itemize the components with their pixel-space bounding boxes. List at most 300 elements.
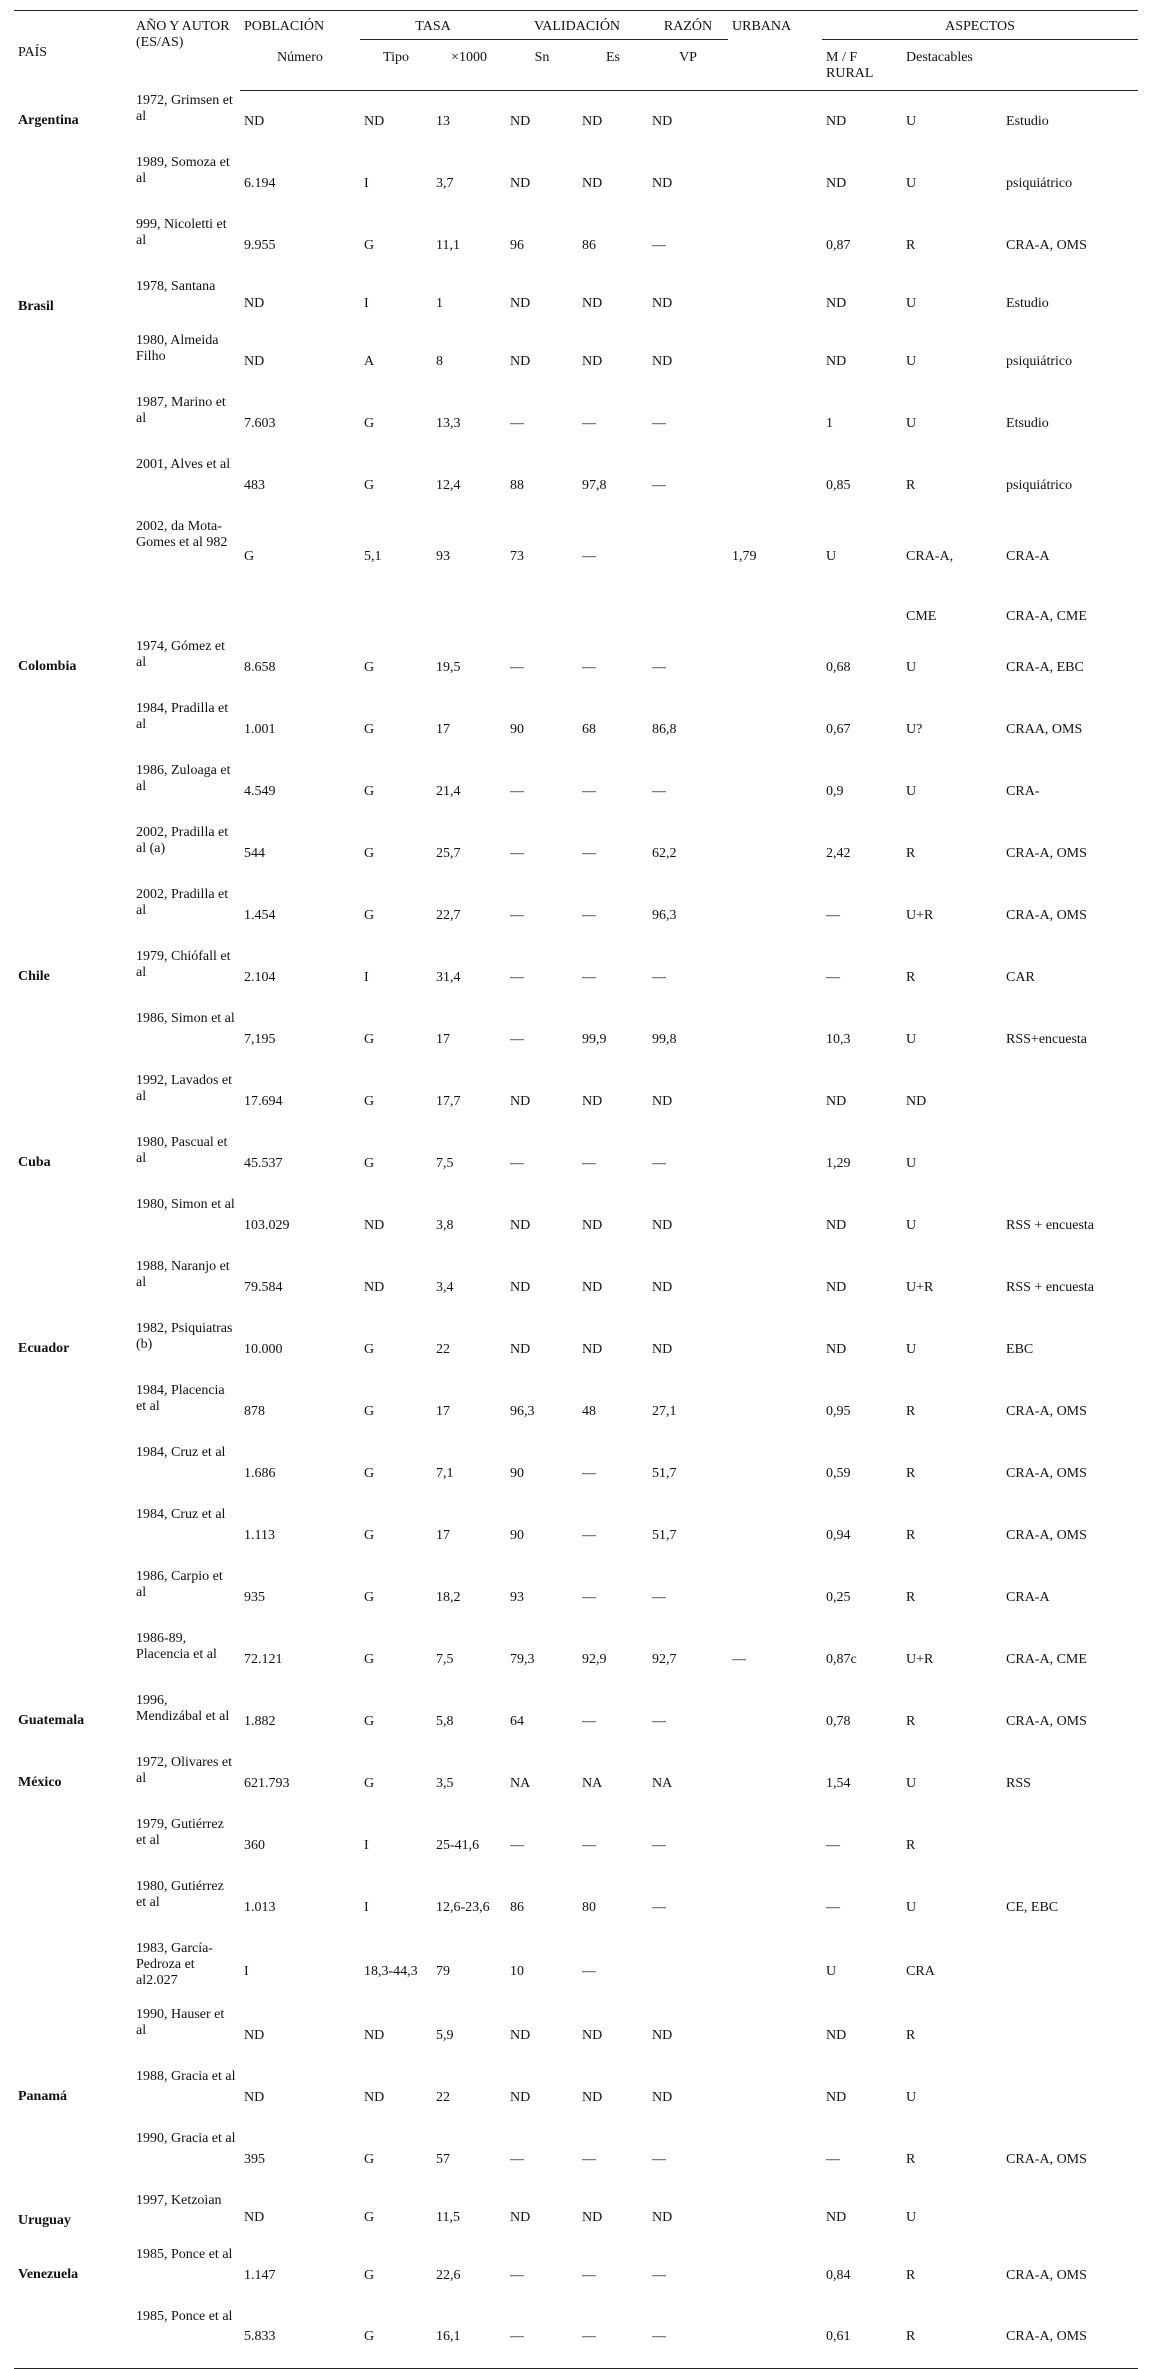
cell-tasa: 17 (436, 1031, 450, 1047)
cell-urbana (728, 1815, 822, 1877)
cell-aspectos: CRA-A, CME (1006, 608, 1087, 624)
table-row (14, 91, 1138, 153)
cell-aspectos: RSS + encuesta (1006, 1279, 1095, 1295)
table-row (14, 597, 1138, 637)
table-row (14, 1753, 1138, 1815)
cell-sn: 93 (510, 1589, 524, 1605)
cell-urbana (728, 1691, 822, 1753)
cell-autor: 2002, da Mota-Gomes et al 982 (136, 518, 228, 550)
header-autor: AÑO Y AUTOR (ES/AS) (132, 11, 240, 91)
cell-autor: 1984, Pradilla et al (136, 700, 229, 732)
cell-tipo: G (364, 1155, 375, 1171)
cell-tipo: I (364, 1899, 369, 1915)
cell-es: 92,9 (582, 1651, 607, 1667)
cell-es: — (582, 548, 596, 564)
table-row (14, 1443, 1138, 1505)
cell-vp: ND (652, 1279, 673, 1295)
cell-vp (648, 1939, 728, 2005)
cell-urbana (728, 2005, 822, 2067)
cell-vp (648, 517, 728, 597)
cell-tasa: 8 (436, 353, 443, 369)
table-row (14, 1691, 1138, 1753)
cell-tipo: ND (364, 1279, 385, 1295)
cell-vp: ND (652, 175, 673, 191)
cell-urbana (728, 761, 822, 823)
cell-tasa: 17 (436, 721, 450, 737)
cell-tasa: 7,5 (436, 1651, 454, 1667)
cell-destacables: R (906, 845, 916, 861)
cell-destacables: R (902, 2307, 1002, 2369)
cell-vp: — (652, 783, 667, 799)
cell-aspectos: CRA-A (1006, 548, 1050, 564)
cell-numero: 360 (244, 1837, 265, 1853)
cell-tasa: 3,8 (436, 1217, 454, 1233)
cell-destacables: R (906, 2151, 916, 2167)
cell-autor: 1988, Gracia et al (136, 2068, 236, 2084)
cell-aspectos: CRA- (1006, 783, 1040, 799)
cell-sn: — (510, 845, 524, 861)
cell-vp: — (652, 659, 667, 675)
cell-es: 48 (582, 1403, 596, 1419)
cell-sn: 88 (510, 477, 524, 493)
cell-urbana (728, 1071, 822, 1133)
cell-autor: 1984, Cruz et al (136, 1444, 226, 1460)
cell-autor: 1990, Hauser et al (136, 2006, 225, 2038)
cell-tasa: 25-41,6 (436, 1837, 480, 1853)
cell-tasa: 7,5 (436, 1155, 454, 1171)
cell-autor: 1986-89, Placencia et al (136, 1630, 217, 1662)
cell-vp: ND (652, 1093, 673, 1109)
cell-urbana (728, 947, 822, 1009)
cell-es: — (582, 845, 596, 861)
cell-sn: 79,3 (510, 1651, 535, 1667)
cell-es: ND (582, 1341, 603, 1357)
cell-pais (14, 823, 132, 885)
cell-vp: — (652, 1837, 667, 1853)
cell-urbana (728, 1257, 822, 1319)
cell-urbana (728, 1939, 822, 2005)
cell-destacables: R (906, 1527, 916, 1543)
cell-autor: 1985, Ponce et al (136, 2246, 233, 2262)
cell-autor: 1986, Zuloaga et al (136, 762, 231, 794)
cell-autor: 1989, Somoza et al (136, 154, 230, 186)
cell-vp: 27,1 (652, 1403, 677, 1419)
table-row (14, 637, 1138, 699)
cell-urbana (728, 823, 822, 885)
cell-destacables: U (906, 175, 917, 191)
cell-es: — (582, 1527, 596, 1543)
cell-urbana (728, 2067, 822, 2129)
cell-tasa: 19,5 (436, 659, 461, 675)
cell-autor: 1985, Ponce et al (132, 2307, 240, 2369)
cell-numero: 1.882 (244, 1713, 276, 1729)
cell-tipo: G (364, 1031, 375, 1047)
cell-tasa: 22 (436, 2089, 450, 2105)
table-row (14, 1009, 1138, 1071)
cell-urbana (728, 1195, 822, 1257)
cell-destacables: R (906, 1713, 916, 1729)
cell-vp: ND (652, 2089, 673, 2105)
cell-sn: 90 (510, 1465, 524, 1481)
cell-vp: ND (652, 113, 673, 129)
cell-mf (822, 597, 902, 637)
cell-sn: — (506, 2307, 578, 2369)
cell-tipo: G (364, 477, 375, 493)
cell-autor: 999, Nicoletti et al (136, 216, 227, 248)
cell-aspectos: CAR (1006, 969, 1035, 985)
cell-autor: 1979, Gutiérrez et al (136, 1816, 224, 1848)
header-numero: Número (240, 40, 360, 91)
cell-es: — (582, 415, 596, 431)
cell-numero: 2.104 (244, 969, 276, 985)
cell-tipo: 18,3-44,3 (364, 1963, 418, 1979)
cell-aspectos: psiquiátrico (1006, 175, 1073, 191)
cell-destacables: U (906, 1031, 917, 1047)
cell-es: ND (582, 2089, 603, 2105)
cell-destacables: R (906, 1589, 916, 1605)
cell-pais (14, 1505, 132, 1567)
cell-tasa: 22,6 (436, 2267, 461, 2283)
cell-numero: 45.537 (244, 1155, 283, 1171)
cell-pais: Guatemala (18, 1712, 85, 1728)
cell-sn: — (510, 2267, 524, 2283)
cell-sn: — (510, 2151, 524, 2167)
cell-es: ND (582, 353, 603, 369)
cell-autor: 2002, Pradilla et al (136, 886, 229, 918)
cell-pais: Uruguay (18, 2212, 71, 2228)
cell-tasa: 17 (436, 1527, 450, 1543)
cell-vp: 99,8 (652, 1031, 677, 1047)
cell-numero: 544 (244, 845, 265, 861)
cell-pais (14, 1567, 132, 1629)
cell-mf: U (826, 1963, 837, 1979)
cell-numero: 1.454 (244, 907, 276, 923)
header-pais: PAÍS (14, 11, 132, 91)
cell-pais: Venezuela (18, 2266, 79, 2282)
cell-urbana: — (732, 1651, 747, 1667)
cell-urbana (728, 699, 822, 761)
header-es: Es (578, 40, 648, 91)
cell-mf: 0,87 (826, 237, 851, 253)
cell-vp: — (652, 237, 667, 253)
cell-pais (14, 393, 132, 455)
table-row (14, 947, 1138, 1009)
cell-vp: ND (652, 1341, 673, 1357)
cell-tipo: ND (364, 113, 385, 129)
cell-sn: 73 (510, 548, 524, 564)
cell-aspectos: CRA-A (1006, 1589, 1050, 1605)
cell-vp: — (652, 1899, 667, 1915)
header-sn: Sn (506, 40, 578, 91)
cell-destacables: U (906, 1217, 917, 1233)
cell-pais: Ecuador (18, 1340, 70, 1356)
cell-pais (14, 1877, 132, 1939)
cell-es: — (582, 783, 596, 799)
cell-mf: ND (826, 353, 847, 369)
cell-tasa: 79 (436, 1963, 450, 1979)
cell-sn: — (510, 783, 524, 799)
cell-vp: 86,8 (652, 721, 677, 737)
cell-tipo: G (364, 721, 375, 737)
cell-tasa: 3,4 (436, 1279, 454, 1295)
header-validacion: VALIDACIÓN (506, 11, 648, 40)
cell-sn: ND (510, 1341, 531, 1357)
table-row (14, 277, 1138, 331)
cell-tasa: 31,4 (436, 969, 461, 985)
table-row (14, 1195, 1138, 1257)
epidemiology-table (14, 10, 1138, 2369)
cell-numero: 1.147 (244, 2267, 276, 2283)
cell-numero: 7,195 (244, 1031, 276, 1047)
cell-sn: ND (510, 2027, 531, 2043)
cell-tasa: 25,7 (436, 845, 461, 861)
cell-aspectos: RSS (1006, 1775, 1031, 1791)
cell-destacables: U (906, 1341, 917, 1357)
cell-tipo: G (364, 237, 375, 253)
cell-pais (14, 1443, 132, 1505)
cell-numero: 483 (244, 477, 265, 493)
cell-mf: ND (826, 2209, 847, 2225)
table-row (14, 331, 1138, 393)
table-row (14, 761, 1138, 823)
cell-numero: ND (244, 353, 265, 369)
cell-tasa: 17 (436, 1403, 450, 1419)
cell-autor: 1978, Santana (136, 278, 216, 294)
cell-autor (132, 597, 240, 637)
cell-numero: 9.955 (244, 237, 276, 253)
cell-vp: ND (652, 2027, 673, 2043)
cell-autor: 1972, Grimsen et al (136, 92, 233, 124)
cell-pais (14, 1071, 132, 1133)
cell-tipo: G (364, 783, 375, 799)
table-row (14, 2307, 1138, 2369)
cell-es: 80 (582, 1899, 596, 1915)
cell-aspectos: CRA-A, OMS (1006, 2267, 1087, 2283)
cell-es: — (582, 1713, 596, 1729)
cell-numero: 878 (244, 1403, 265, 1419)
table-row (14, 153, 1138, 215)
cell-aspectos: Estudio (1006, 113, 1049, 129)
cell-autor: 2002, Pradilla et al (a) (136, 824, 229, 856)
cell-urbana (728, 455, 822, 517)
cell-sn: 96,3 (510, 1403, 535, 1419)
cell-es: — (582, 1155, 596, 1171)
cell-tasa: 5,9 (436, 2027, 454, 2043)
cell-vp: ND (652, 2209, 673, 2225)
cell-autor: 1988, Naranjo et al (136, 1258, 230, 1290)
cell-aspectos: psiquiátrico (1006, 477, 1073, 493)
cell-numero: 1.013 (244, 1899, 276, 1915)
cell-numero: 17.694 (244, 1093, 283, 1109)
cell-destacables: R (906, 969, 916, 985)
cell-es: ND (582, 2209, 603, 2225)
cell-autor: 1997, Ketzoian (136, 2192, 222, 2208)
cell-urbana (728, 1133, 822, 1195)
cell-tipo: G (364, 1465, 375, 1481)
cell-tasa: 93 (436, 548, 450, 564)
cell-mf: 1,29 (826, 1155, 851, 1171)
cell-mf: ND (826, 175, 847, 191)
cell-tipo: G (364, 2267, 375, 2283)
cell-sn: ND (510, 2089, 531, 2105)
cell-es: — (582, 1589, 596, 1605)
cell-autor: 1986, Carpio et al (136, 1568, 223, 1600)
cell-es: 97,8 (582, 477, 607, 493)
cell-destacables: CME (906, 608, 937, 624)
cell-sn: NA (510, 1775, 531, 1791)
cell-mf: — (826, 2151, 841, 2167)
cell-urbana (728, 153, 822, 215)
cell-aspectos (1002, 1939, 1138, 2005)
table-row (14, 1133, 1138, 1195)
cell-vp: — (652, 1155, 667, 1171)
cell-aspectos: CRA-A, OMS (1006, 1713, 1087, 1729)
table-row (14, 517, 1138, 597)
cell-mf: 0,78 (826, 1713, 851, 1729)
cell-numero: ND (244, 295, 265, 311)
cell-numero: 621.793 (244, 1775, 290, 1791)
cell-autor: 1982, Psiquiatras (b) (136, 1320, 233, 1352)
cell-aspectos: RSS + encuesta (1006, 1217, 1095, 1233)
cell-tasa: 18,2 (436, 1589, 461, 1605)
cell-aspectos: RSS+encuesta (1006, 1031, 1088, 1047)
cell-vp: 51,7 (652, 1527, 677, 1543)
cell-sn: 90 (510, 1527, 524, 1543)
cell-vp: ND (652, 295, 673, 311)
cell-tasa (432, 597, 506, 637)
cell-destacables: R (906, 2027, 916, 2043)
cell-vp: — (652, 415, 667, 431)
cell-pais: Cuba (18, 1154, 51, 1170)
header-urbana: URBANA (728, 11, 822, 40)
cell-tipo: G (364, 2151, 375, 2167)
cell-es: — (582, 907, 596, 923)
cell-destacables: U (906, 2209, 917, 2225)
cell-tipo: G (364, 845, 375, 861)
cell-pais: Argentina (18, 112, 79, 128)
cell-mf: 0,25 (826, 1589, 851, 1605)
cell-sn: 96 (510, 237, 524, 253)
table-row (14, 699, 1138, 761)
cell-tipo: G (364, 907, 375, 923)
cell-vp: — (652, 477, 667, 493)
cell-tasa: 5,8 (436, 1713, 454, 1729)
cell-es: — (582, 1465, 596, 1481)
cell-destacables: R (906, 1465, 916, 1481)
table-row (14, 2129, 1138, 2191)
cell-pais (14, 331, 132, 393)
cell-pais (14, 761, 132, 823)
cell-pais (14, 1629, 132, 1691)
cell-es: — (582, 2267, 596, 2283)
cell-es: 99,9 (582, 1031, 607, 1047)
table-row (14, 1815, 1138, 1877)
cell-tipo: I (364, 175, 369, 191)
cell-es: ND (582, 2027, 603, 2043)
cell-aspectos: Estudio (1006, 295, 1049, 311)
cell-destacables: R (906, 237, 916, 253)
cell-destacables: R (906, 477, 916, 493)
cell-es: ND (582, 1093, 603, 1109)
cell-numero: 1.113 (244, 1527, 275, 1543)
cell-sn: — (510, 415, 524, 431)
cell-mf: 0,94 (826, 1527, 851, 1543)
cell-autor: 1979, Chiófall et al (136, 948, 231, 980)
cell-es: — (582, 2151, 596, 2167)
cell-es: ND (582, 295, 603, 311)
cell-es: 68 (582, 721, 596, 737)
cell-urbana (728, 277, 822, 331)
cell-es: ND (582, 1279, 603, 1295)
cell-tipo: ND (364, 1217, 385, 1233)
cell-tipo: ND (364, 2089, 385, 2105)
cell-es: ND (582, 1217, 603, 1233)
cell-tipo: G (360, 2307, 432, 2369)
cell-tipo: G (364, 1589, 375, 1605)
cell-numero: 72.121 (244, 1651, 283, 1667)
cell-autor: 1980, Almeida Filho (136, 332, 219, 364)
cell-aspectos (1002, 2005, 1138, 2067)
cell-pais: Brasil (18, 298, 54, 314)
cell-aspectos: CRA-A, EBC (1006, 659, 1084, 675)
cell-urbana: 1,79 (732, 548, 757, 564)
cell-pais (14, 215, 132, 277)
cell-sn: ND (510, 353, 531, 369)
cell-destacables: R (906, 1837, 916, 1853)
cell-urbana (728, 91, 822, 153)
cell-tasa: 22,7 (436, 907, 461, 923)
table-row (14, 1257, 1138, 1319)
header-vp: VP (648, 40, 728, 91)
cell-destacables: U+R (906, 1279, 934, 1295)
cell-mf: ND (826, 113, 847, 129)
cell-aspectos: psiquiátrico (1006, 353, 1073, 369)
cell-es: ND (582, 113, 603, 129)
cell-autor: 1987, Marino et al (136, 394, 226, 426)
cell-urbana (728, 1443, 822, 1505)
cell-aspectos: CRA-A, OMS (1006, 845, 1087, 861)
cell-sn: 86 (510, 1899, 524, 1915)
cell-vp (648, 597, 728, 637)
cell-pais (14, 1195, 132, 1257)
cell-mf: 0,61 (822, 2307, 902, 2369)
cell-tipo: G (364, 1651, 375, 1667)
cell-tasa: 11,1 (436, 237, 460, 253)
cell-numero: 5.833 (240, 2307, 360, 2369)
cell-aspectos: CRA-A, OMS (1006, 1527, 1087, 1543)
cell-sn: — (510, 907, 524, 923)
cell-numero: 935 (244, 1589, 265, 1605)
cell-aspectos: CRA-A, OMS (1002, 2307, 1138, 2369)
table-row (14, 2191, 1138, 2245)
cell-tipo: G (364, 1527, 375, 1543)
cell-tipo: G (364, 1341, 375, 1357)
cell-autor: 1980, Gutiérrez et al (136, 1878, 224, 1910)
cell-tasa: 1 (436, 295, 443, 311)
cell-urbana (728, 885, 822, 947)
cell-tasa: 12,6-23,6 (436, 1899, 490, 1915)
cell-numero (240, 597, 360, 637)
cell-urbana (728, 2245, 822, 2307)
cell-urbana (728, 215, 822, 277)
cell-tasa: 3,5 (436, 1775, 454, 1791)
cell-mf: ND (826, 1093, 847, 1109)
cell-tipo: G (364, 2209, 375, 2225)
cell-tasa: 22 (436, 1341, 450, 1357)
cell-vp: — (652, 2267, 667, 2283)
cell-urbana (728, 1753, 822, 1815)
cell-tipo: G (364, 415, 375, 431)
